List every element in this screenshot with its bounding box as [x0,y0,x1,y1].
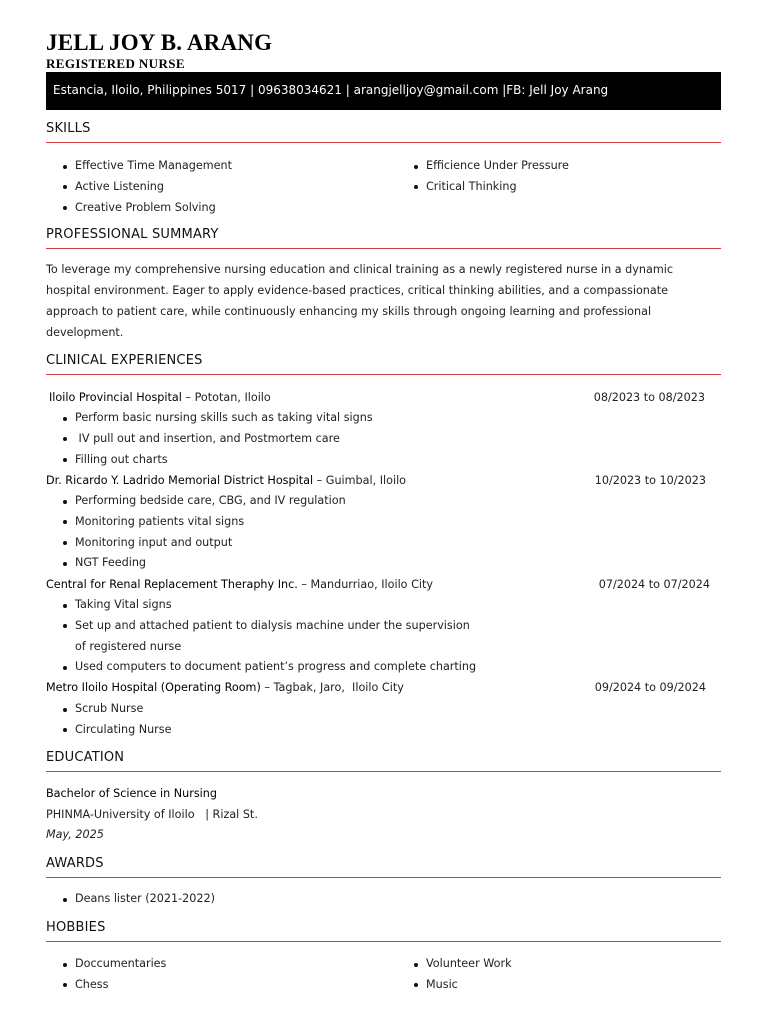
contact-bar [46,72,721,110]
list-item: Active Listening [46,177,232,198]
hobbies-list-right [397,954,512,996]
list-item: Chess [46,975,166,996]
job-header [46,471,710,491]
job-dates: 08/2023 to 08/2023 [593,391,705,404]
job-duties [46,408,373,470]
section-heading-awards: AWARDS [46,856,721,878]
section-heading-summary: PROFESSIONAL SUMMARY [46,227,721,249]
job-organization: Metro Iloilo Hospital (Operating Room) [46,681,261,694]
job-organization: Iloilo Provincial Hospital [49,391,182,404]
job-header [46,575,710,595]
resume-title: REGISTERED NURSE [46,56,185,71]
job-organization: Dr. Ricardo Y. Ladrido Memorial District Hospital [46,474,314,487]
job-location: – Guimbal, Iloilo [313,474,407,487]
list-item: Filling out charts [46,450,373,471]
list-item: Effective Time Management [46,156,232,177]
list-item: NGT Feeding [46,553,346,574]
list-item: Efficience Under Pressure [397,156,569,177]
hobbies-list-left [46,954,166,996]
job-location: – Mandurriao, Iloilo City [297,578,434,591]
job-header [46,388,710,408]
section-heading-education: EDUCATION [46,750,721,772]
skills-list-right [397,156,569,198]
list-item: Volunteer Work [397,954,512,975]
awards-list [46,889,215,910]
job-dates: 10/2023 to 10/2023 [594,474,706,487]
contact-info: Estancia, Iloilo, Philippines 5017 | 09638034621 | arangjelljoy@gmail.com |FB: Jell Joy Arang [53,83,609,97]
education-school: PHINMA-University of Iloilo | Rizal St. [46,808,258,821]
job-dates: 07/2024 to 07/2024 [598,578,710,591]
section-heading-experience: CLINICAL EXPERIENCES [46,353,721,375]
summary-text: To leverage my comprehensive nursing education and clinical training as a newly registered nurse in a dynamic hospital environment. Eager to apply evidence-based practices, critical thinking abilities, and a compassionate approach to patient care, while continuously enhancing my skills through ongoing learning and professional development. [46,263,673,339]
list-item: Monitoring input and output [46,533,346,554]
list-item: Creative Problem Solving [46,198,232,219]
list-item: Used computers to document patient’s progress and complete charting [46,657,476,678]
list-item: IV pull out and insertion, and Postmortem care [46,429,373,450]
job-duties [46,699,172,741]
section-heading-hobbies: HOBBIES [46,920,721,942]
job-location: – Pototan, Iloilo [181,391,271,404]
list-item: Circulating Nurse [46,720,172,741]
job-duties [46,595,476,678]
job-duties [46,491,346,574]
education-date: May, 2025 [46,828,104,841]
resume-name: JELL JOY B. ARANG [46,30,273,55]
section-heading-skills: SKILLS [46,121,721,143]
list-item: Doccumentaries [46,954,166,975]
list-item-continuation: of registered nurse [75,639,182,653]
list-item: Performing bedside care, CBG, and IV regulation [46,491,346,512]
list-item: Set up and attached patient to dialysis machine under the supervision [46,616,476,637]
list-item: Critical Thinking [397,177,569,198]
list-item: Deans lister (2021-2022) [46,889,215,910]
job-location: – Tagbak, Jaro, Iloilo City [260,681,404,694]
list-item: Music [397,975,512,996]
list-item: Perform basic nursing skills such as taking vital signs [46,408,373,429]
job-organization: Central for Renal Replacement Theraphy Inc. [46,578,298,591]
job-dates: 09/2024 to 09/2024 [594,681,706,694]
education-degree: Bachelor of Science in Nursing [46,787,217,800]
job-header [46,678,710,698]
list-item: Scrub Nurse [46,699,172,720]
skills-list-left [46,156,232,218]
list-item: Taking Vital signs [46,595,476,616]
list-item: Monitoring patients vital signs [46,512,346,533]
